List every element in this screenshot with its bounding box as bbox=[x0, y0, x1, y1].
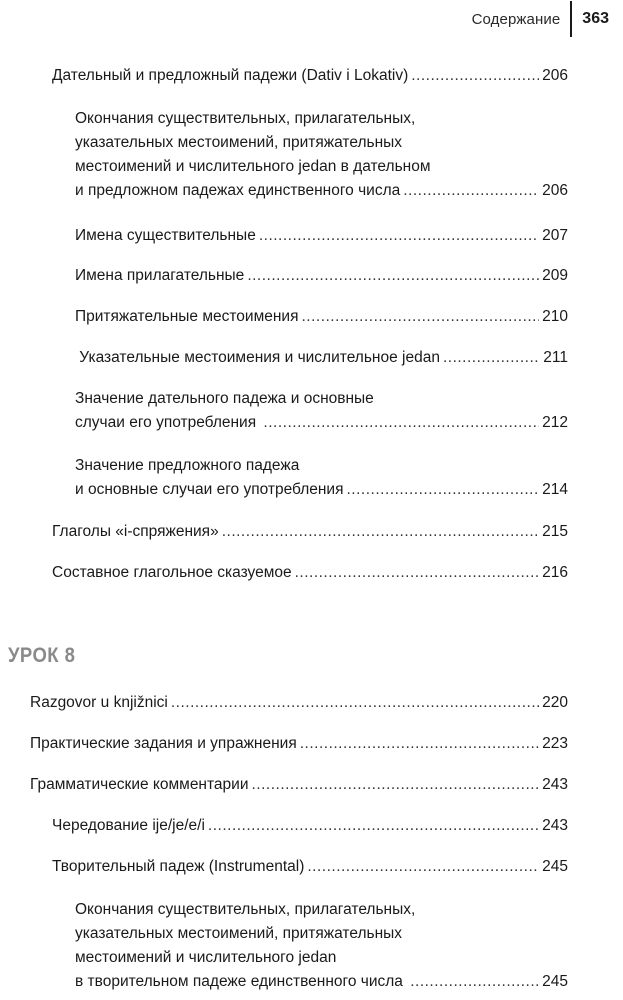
toc-entry[interactable] bbox=[52, 855, 568, 879]
toc-entry[interactable] bbox=[75, 224, 568, 248]
toc-entry-page: 206 bbox=[542, 182, 568, 199]
toc-entry[interactable] bbox=[52, 64, 568, 88]
dot-leader bbox=[222, 520, 539, 544]
toc-entry[interactable] bbox=[52, 814, 568, 838]
dot-leader bbox=[295, 561, 540, 585]
toc-entry[interactable] bbox=[75, 346, 568, 370]
dot-leader bbox=[171, 691, 539, 715]
toc-entry[interactable] bbox=[75, 107, 568, 203]
toc-entry[interactable] bbox=[75, 387, 568, 435]
dot-leader bbox=[410, 970, 539, 994]
dot-leader bbox=[307, 855, 539, 879]
toc-entry-title: Дательный и предложный падежи (Dativ i Lokativ) bbox=[52, 67, 409, 84]
toc-entry-title: Указательные местоимения и числительное jedan bbox=[75, 349, 440, 366]
toc-entry[interactable] bbox=[75, 264, 568, 288]
toc-entry[interactable] bbox=[75, 898, 568, 994]
toc-entry[interactable] bbox=[75, 454, 568, 502]
toc-entry-title: случаи его употребления bbox=[75, 414, 261, 431]
lesson-heading: УРОК 8 bbox=[8, 644, 76, 667]
dot-leader bbox=[301, 305, 539, 329]
toc-entry-title: в творительном падеже единственного числа bbox=[75, 973, 408, 990]
toc-entry-title: Творительный падеж (Instrumental) bbox=[52, 858, 305, 875]
toc-entry-title: Глаголы «i-спряжения» bbox=[52, 523, 219, 540]
toc-entry-title-line: Окончания существительных, прилагательных, bbox=[75, 110, 416, 127]
dot-leader bbox=[247, 264, 539, 288]
dot-leader bbox=[259, 224, 539, 248]
toc-entry[interactable] bbox=[30, 732, 568, 756]
dot-leader bbox=[251, 773, 539, 797]
toc-entry-title: Практические задания и упражнения bbox=[30, 735, 297, 752]
dot-leader bbox=[300, 732, 539, 756]
dot-leader bbox=[263, 411, 539, 435]
toc-entry-page: 245 bbox=[542, 973, 568, 990]
toc-entry-title: Имена существительные bbox=[75, 227, 256, 244]
header-divider bbox=[570, 1, 572, 37]
toc-entry-title: и основные случаи его употребления bbox=[75, 481, 344, 498]
dot-leader bbox=[411, 64, 539, 88]
toc-entry-page: 206 bbox=[542, 67, 568, 84]
dot-leader bbox=[347, 478, 540, 502]
running-header bbox=[472, 0, 609, 38]
toc-entry-page: 211 bbox=[543, 349, 568, 366]
toc-entry-title-line: местоимений и числительного jedan в дательном bbox=[75, 158, 431, 175]
toc-entry[interactable] bbox=[30, 773, 568, 797]
page-number: 363 bbox=[582, 10, 609, 27]
toc-entry-title-line: указательных местоимений, притяжательных bbox=[75, 925, 403, 942]
toc-entry-title: Razgovor u knjižnici bbox=[30, 694, 168, 711]
toc-entry-title: Притяжательные местоимения bbox=[75, 308, 299, 325]
toc-entry-page: 214 bbox=[542, 481, 568, 498]
dot-leader bbox=[403, 179, 539, 203]
toc-entry[interactable] bbox=[75, 305, 568, 329]
toc-entry-title: и предложном падежах единственного числа bbox=[75, 182, 401, 199]
toc-entry-title-line: Окончания существительных, прилагательных, bbox=[75, 901, 416, 918]
toc-entry-title-line: указательных местоимений, притяжательных bbox=[75, 134, 403, 151]
toc-entry-page: 210 bbox=[542, 308, 568, 325]
toc-entry-title-line: Значение предложного падежа bbox=[75, 457, 300, 474]
toc-entry-page: 245 bbox=[542, 858, 568, 875]
toc-entry-page: 215 bbox=[542, 523, 568, 540]
toc-entry-title-line: Значение дательного падежа и основные bbox=[75, 390, 374, 407]
toc-entry-page: 209 bbox=[542, 267, 568, 284]
toc-entry-title-line: местоимений и числительного jedan bbox=[75, 949, 337, 966]
toc-entry-title: Грамматические комментарии bbox=[30, 776, 249, 793]
running-header-title: Содержание bbox=[471, 10, 561, 28]
toc-entry-page: 207 bbox=[542, 227, 568, 244]
toc-entry[interactable] bbox=[52, 561, 568, 585]
toc-entry-title: Чередование ije/je/e/i bbox=[52, 817, 205, 834]
dot-leader bbox=[208, 814, 539, 838]
toc-entry-page: 223 bbox=[542, 735, 568, 752]
dot-leader bbox=[443, 346, 540, 370]
toc-entry-page: 212 bbox=[542, 414, 568, 431]
toc-entry-page: 243 bbox=[542, 776, 568, 793]
toc-entry-page: 243 bbox=[542, 817, 568, 834]
toc-entry[interactable] bbox=[52, 520, 568, 544]
toc-entry[interactable] bbox=[30, 691, 568, 715]
toc-entry-page: 220 bbox=[542, 694, 568, 711]
toc-entry-page: 216 bbox=[542, 564, 568, 581]
toc-entry-title: Имена прилагательные bbox=[75, 267, 245, 284]
toc-entry-title: Составное глагольное сказуемое bbox=[52, 564, 292, 581]
